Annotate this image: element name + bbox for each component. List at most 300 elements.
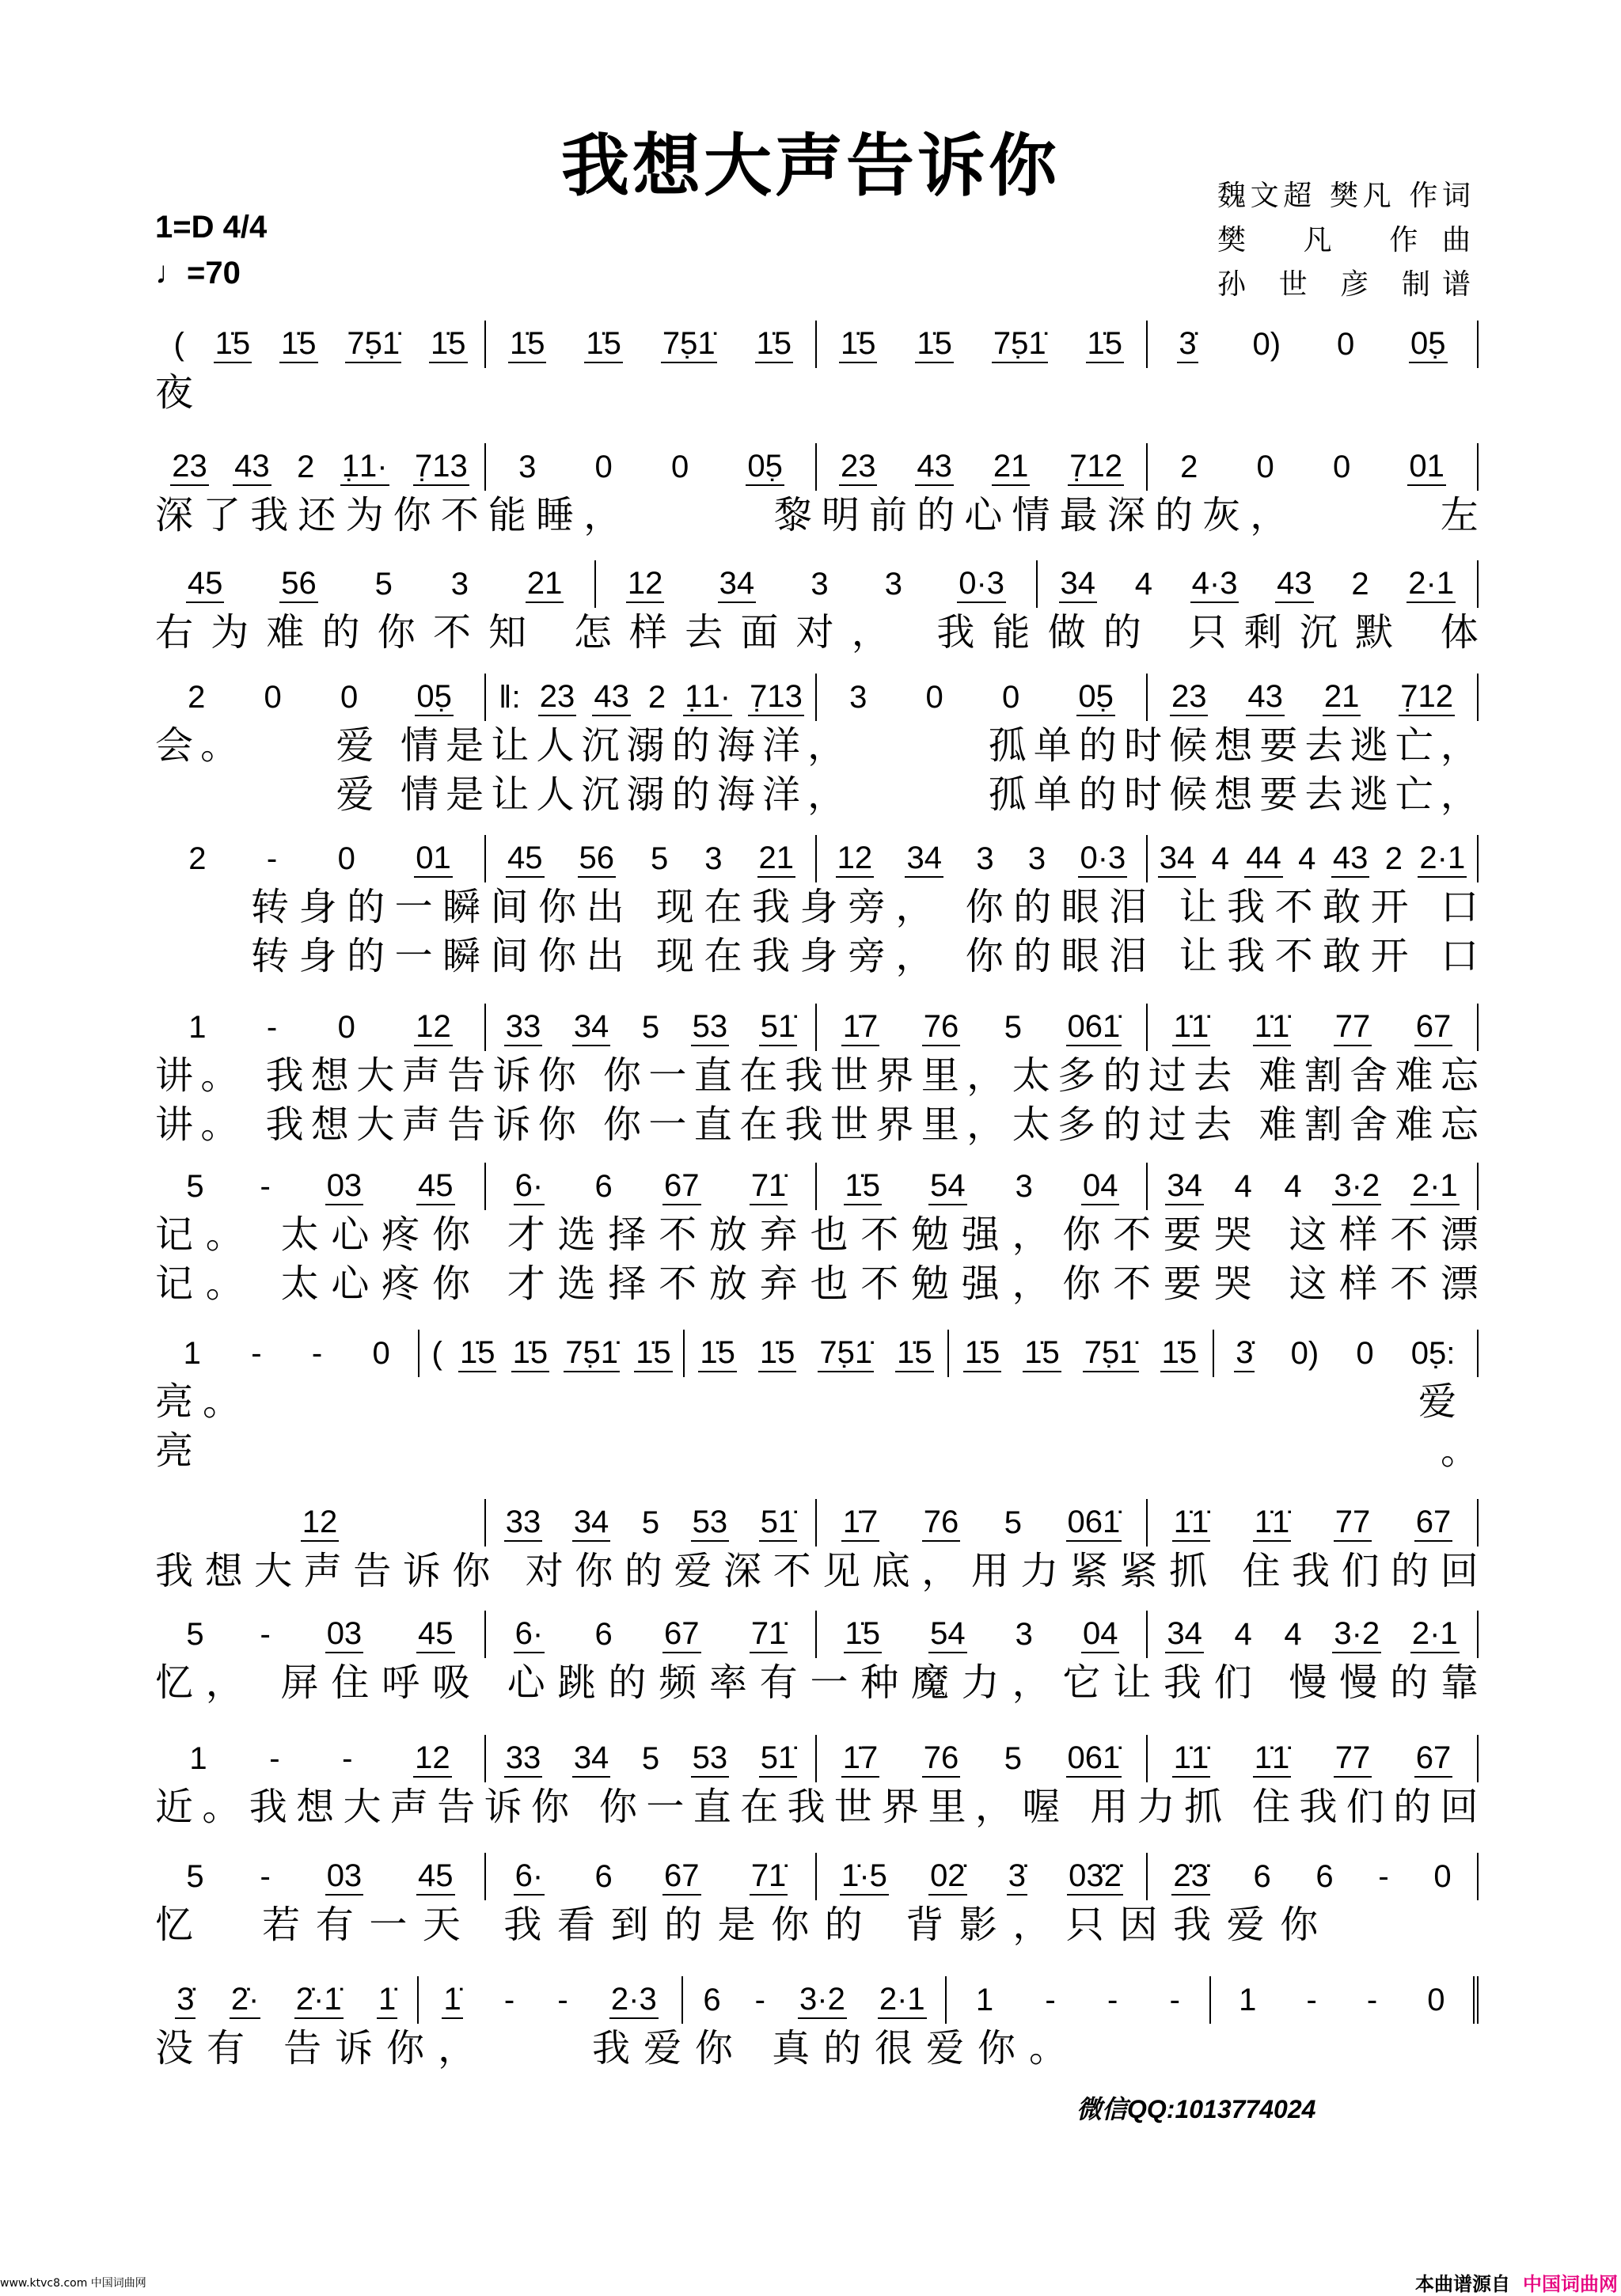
lyric-char: 不 bbox=[773, 1549, 811, 1593]
lyric-char: 爱 bbox=[674, 1549, 712, 1593]
lyric-char: 忆 bbox=[155, 1660, 194, 1705]
lyric-char: 过 bbox=[1148, 1102, 1186, 1147]
lyric-char: 亡 bbox=[1395, 723, 1433, 768]
lyric-char: 弃 bbox=[759, 1213, 798, 1257]
lyric-char: 还 bbox=[298, 493, 336, 537]
note-group: 05̣ bbox=[1076, 679, 1115, 716]
lyric-char: 想 bbox=[310, 1102, 349, 1147]
lyric-char: 想 bbox=[1214, 723, 1253, 768]
note-group: 21 bbox=[1323, 679, 1361, 716]
notation-line bbox=[155, 1004, 1479, 1051]
note-group: 061̇ bbox=[1066, 1505, 1122, 1542]
measure bbox=[155, 1330, 419, 1377]
lyric-char: 夜 bbox=[155, 370, 194, 415]
lyric-char: 一 bbox=[394, 934, 433, 978]
lyric-char: 我 bbox=[751, 934, 790, 978]
lyric-char: 你 bbox=[1280, 1903, 1319, 1947]
note-group: 1̇·5 bbox=[840, 1858, 889, 1896]
lyric-char: 太 bbox=[280, 1262, 319, 1306]
measure bbox=[155, 1976, 419, 2024]
note-group: 1̇7 bbox=[841, 1505, 880, 1542]
lyric-char bbox=[679, 491, 717, 540]
lyric-char: 诉 bbox=[335, 2026, 374, 2070]
note-group: 3 bbox=[1015, 1616, 1033, 1652]
lyric-char: 紧 bbox=[1069, 1549, 1108, 1593]
measure bbox=[486, 1499, 817, 1546]
lyric-char: 黎 bbox=[773, 493, 812, 537]
lyric-char: 右 bbox=[155, 610, 194, 655]
lyric-char: 影 bbox=[959, 1903, 997, 1947]
lyric-char: 爱 bbox=[1226, 1903, 1265, 1947]
lyric-char: 这 bbox=[1289, 1213, 1327, 1257]
lyric-char: 能 bbox=[488, 493, 526, 537]
lyric-char bbox=[1418, 932, 1430, 981]
note-group: 33 bbox=[504, 1505, 543, 1542]
measure bbox=[817, 1004, 1148, 1051]
lyric-char: 很 bbox=[875, 2026, 913, 2070]
lyric-char bbox=[476, 1900, 488, 1949]
note-group: 2·1 bbox=[1418, 841, 1467, 878]
note-group: 3 bbox=[704, 841, 723, 876]
lyric-char bbox=[634, 932, 646, 981]
note-group: 5 bbox=[1004, 1740, 1022, 1776]
score-row bbox=[155, 560, 1479, 657]
lyric-char: 最 bbox=[1059, 493, 1098, 537]
lyric-char: 不 bbox=[860, 1213, 899, 1257]
lyric-char bbox=[502, 1546, 514, 1596]
lyric-char: 大 bbox=[254, 1549, 293, 1593]
contact-watermark: 微信QQ:1013774024 bbox=[1076, 2095, 1316, 2123]
lyric-char: 左 bbox=[1440, 493, 1479, 537]
score-row bbox=[155, 674, 1479, 819]
note-group: 6 bbox=[594, 1858, 613, 1894]
note-group: 6 bbox=[703, 1982, 721, 2017]
note-group: 2̇3̇ bbox=[1171, 1858, 1210, 1896]
lyric-char bbox=[203, 932, 241, 981]
note-group: 0 bbox=[1433, 1858, 1452, 1894]
note-group: 23 bbox=[170, 449, 209, 486]
note-group: 75̣1̇ bbox=[818, 1335, 874, 1372]
lyric-char: 的 bbox=[624, 1549, 662, 1593]
lyric-char: 里 bbox=[921, 1102, 959, 1147]
lyric-char: 我 bbox=[503, 1903, 542, 1947]
lyric-char: 对 bbox=[525, 1549, 564, 1593]
note-group: 67 bbox=[1414, 1009, 1453, 1046]
lyric-char: 世 bbox=[833, 1785, 872, 1829]
lyric-char: 逃 bbox=[1350, 723, 1388, 768]
lyric-char: 放 bbox=[708, 1262, 747, 1306]
lyric-char: 对 bbox=[795, 610, 834, 655]
note-group: - bbox=[1045, 1982, 1056, 2017]
note-group: 0 bbox=[1427, 1982, 1445, 2017]
lyric-char: 的 bbox=[1103, 1102, 1141, 1147]
lyric-char: 一 bbox=[369, 1903, 408, 1947]
note-group: 3̇ bbox=[175, 1982, 196, 2019]
note-group: 061̇ bbox=[1066, 1009, 1122, 1046]
lyric-char: 体 bbox=[1440, 610, 1479, 655]
note-group: 71̇ bbox=[750, 1168, 788, 1205]
note-group: 7̣13 bbox=[413, 449, 469, 486]
lyric-char: 讲 bbox=[155, 1053, 194, 1098]
lyric-char: 沉 bbox=[581, 723, 620, 768]
note-group: 3 bbox=[518, 449, 537, 484]
note-group: 01 bbox=[414, 841, 453, 878]
lyric-char: 诉 bbox=[492, 1102, 531, 1147]
lyric-char: 的 bbox=[608, 1660, 647, 1705]
measure bbox=[155, 443, 486, 491]
lyric-char: 为 bbox=[345, 493, 384, 537]
lyric-char: 才 bbox=[507, 1213, 545, 1257]
lyric-char: ， bbox=[975, 1785, 1014, 1829]
lyric-line bbox=[155, 1900, 1479, 1949]
note-group: - bbox=[311, 1335, 323, 1371]
note-group: - bbox=[266, 1009, 278, 1045]
note-group: 0) bbox=[1290, 1335, 1319, 1371]
note-group: 1̇5 bbox=[839, 326, 878, 363]
lyric-char: ， bbox=[1012, 1262, 1050, 1306]
note-group: 2·3 bbox=[609, 1982, 659, 2019]
lyric-char: 不 bbox=[1113, 1262, 1152, 1306]
score-row bbox=[155, 835, 1479, 981]
note-group: 1̇1̇ bbox=[1172, 1009, 1211, 1046]
note-group: 1̇5 bbox=[511, 1335, 550, 1372]
lyric-char: 让 bbox=[1113, 1660, 1152, 1705]
lyric-line bbox=[155, 1782, 1479, 1831]
note-group: 1̇1̇ bbox=[1253, 1740, 1292, 1778]
note-group: 1 bbox=[189, 1740, 207, 1776]
lyric-char bbox=[583, 1051, 595, 1100]
lyric-char bbox=[544, 608, 556, 657]
note-group: 45 bbox=[186, 566, 225, 603]
lyric-char: 我 bbox=[1173, 1903, 1212, 1947]
notation-line bbox=[155, 560, 1479, 608]
lyric-char: 抓 bbox=[1169, 1549, 1208, 1593]
lyric-char: 若 bbox=[262, 1903, 301, 1947]
lyric-char: 要 bbox=[1163, 1213, 1202, 1257]
lyric-char: 的 bbox=[1078, 723, 1117, 768]
measure bbox=[486, 443, 817, 491]
note-group: 01 bbox=[1407, 449, 1446, 486]
note-group: 03 bbox=[325, 1858, 364, 1896]
note-group: 3·2 bbox=[798, 1982, 847, 2019]
lyric-char: 它 bbox=[1062, 1660, 1101, 1705]
lyric-char: 力 bbox=[1020, 1549, 1059, 1593]
lyric-char: 声 bbox=[303, 1549, 342, 1593]
note-group: - bbox=[260, 1858, 271, 1894]
measure bbox=[685, 1330, 949, 1377]
measure bbox=[1148, 1853, 1479, 1900]
lyric-char: 要 bbox=[1163, 1262, 1202, 1306]
lyric-char: 。 bbox=[202, 1785, 241, 1829]
note-group: 77 bbox=[1334, 1009, 1372, 1046]
measure bbox=[486, 1004, 817, 1051]
lyric-char: 频 bbox=[659, 1660, 697, 1705]
lyric-char: 眼 bbox=[1061, 885, 1099, 929]
note-group: 6 bbox=[594, 1616, 613, 1652]
lyric-char: 你 bbox=[393, 493, 431, 537]
note-group: 6 bbox=[1315, 1858, 1334, 1894]
measure bbox=[155, 1611, 486, 1658]
lyric-line bbox=[155, 721, 1479, 770]
lyric-char: 一 bbox=[394, 885, 433, 929]
lyric-char: 有 bbox=[206, 2026, 245, 2070]
lyric-char: 想 bbox=[1214, 772, 1253, 817]
lyric-char: 强 bbox=[961, 1262, 1000, 1306]
lyric-char: 让 bbox=[1179, 885, 1217, 929]
lyric-char: 知 bbox=[488, 610, 527, 655]
lyric-char: 沉 bbox=[1299, 610, 1338, 655]
note-group: 12 bbox=[626, 566, 665, 603]
lyric-char: 到 bbox=[610, 1903, 649, 1947]
lyric-char: 的 bbox=[671, 772, 710, 817]
lyric-char: 是 bbox=[717, 1903, 756, 1947]
lyric-char: 沉 bbox=[581, 772, 620, 817]
lyric-char: 你 bbox=[1062, 1262, 1101, 1306]
lyric-char: ， bbox=[583, 493, 622, 537]
lyric-char bbox=[155, 770, 193, 819]
lyric-char: 转 bbox=[251, 934, 290, 978]
lyric-char: 敢 bbox=[1323, 934, 1361, 978]
lyric-char: 才 bbox=[507, 1262, 545, 1306]
note-group: 75̣1̇ bbox=[1083, 1335, 1139, 1372]
note-group: 05̣ bbox=[746, 449, 784, 486]
note-group: 23 bbox=[1170, 679, 1209, 716]
note-group: 4 bbox=[1284, 1616, 1302, 1652]
lyric-char: 的 bbox=[1391, 1549, 1429, 1593]
lyric-char: 我 bbox=[1163, 1660, 1202, 1705]
lyric-char: 的 bbox=[321, 610, 360, 655]
lyric-char bbox=[1297, 491, 1335, 540]
note-group: 43 bbox=[592, 679, 631, 716]
lyric-char: ， bbox=[895, 934, 934, 978]
lyric-char: 的 bbox=[1390, 1660, 1429, 1705]
lyric-char: 你 bbox=[575, 1549, 613, 1593]
lyric-char: 诉 bbox=[402, 1549, 441, 1593]
note-group: 0 bbox=[1332, 449, 1351, 484]
lyric-char: 讲 bbox=[155, 1102, 194, 1147]
lyric-char bbox=[256, 1658, 268, 1707]
lyric-char: 因 bbox=[1119, 1903, 1158, 1947]
lyric-char: 慢 bbox=[1339, 1660, 1378, 1705]
note-group: - bbox=[266, 841, 278, 876]
note-group: - bbox=[269, 1740, 280, 1776]
lyric-char: 只 bbox=[1188, 610, 1227, 655]
note-group: 45 bbox=[416, 1858, 455, 1896]
note-group: 12 bbox=[414, 1009, 453, 1046]
lyric-line bbox=[155, 1658, 1479, 1707]
note-group: - bbox=[260, 1616, 271, 1652]
lyric-char: 吸 bbox=[431, 1660, 470, 1705]
note-group: 5 bbox=[651, 841, 669, 876]
lyric-char: 也 bbox=[810, 1262, 848, 1306]
lyric-char: 爱 bbox=[336, 723, 374, 768]
lyric-char: 溺 bbox=[626, 723, 665, 768]
lyric-char: 爱 bbox=[643, 2026, 681, 2070]
lyric-char: 亡 bbox=[1395, 772, 1433, 817]
lyric-char: 去 bbox=[1304, 723, 1343, 768]
lyric-char: 种 bbox=[860, 1660, 899, 1705]
lyric-char bbox=[583, 1100, 595, 1149]
lyric-char bbox=[1418, 882, 1430, 932]
lyric-char bbox=[246, 1100, 258, 1149]
note-group: 75̣1̇ bbox=[345, 326, 401, 363]
lyric-char: 割 bbox=[1304, 1053, 1342, 1098]
composer: 樊 凡 作曲 bbox=[1217, 224, 1471, 256]
lyric-char: 洋 bbox=[762, 772, 801, 817]
lyric-char: 默 bbox=[1355, 610, 1394, 655]
note-group: 1̇ bbox=[377, 1982, 397, 2019]
lyric-char: 去 bbox=[685, 610, 723, 655]
note-group: 1̇5 bbox=[1160, 1335, 1199, 1372]
lyric-char: 泪 bbox=[1109, 934, 1148, 978]
lyric-char: 忘 bbox=[1440, 1102, 1479, 1147]
lyric-char bbox=[256, 1210, 268, 1259]
lyric-char: 你 bbox=[537, 1102, 576, 1147]
lyric-char: 候 bbox=[1169, 723, 1208, 768]
lyric-char bbox=[209, 1900, 247, 1949]
lyric-char: 在 bbox=[704, 885, 742, 929]
lyric-char: 不 bbox=[1113, 1213, 1152, 1257]
lyric-char: 。 bbox=[205, 1213, 244, 1257]
lyric-char: 的 bbox=[1154, 493, 1193, 537]
note-group: 4 bbox=[1234, 1168, 1252, 1204]
note-group: 0 bbox=[670, 449, 689, 484]
lyric-char: 情 bbox=[401, 723, 439, 768]
lyric-line: 亮。 爱 bbox=[155, 1379, 1467, 1424]
note-group: 53 bbox=[691, 1740, 730, 1778]
lyric-char bbox=[1069, 1782, 1081, 1831]
lyric-char: 难 bbox=[1395, 1053, 1433, 1098]
note-group: 21 bbox=[526, 566, 564, 603]
note-group: 12 bbox=[413, 1740, 452, 1778]
lyric-char: ， bbox=[438, 2026, 476, 2070]
lyric-char bbox=[943, 770, 981, 819]
note-group: 1̇5 bbox=[508, 326, 547, 363]
lyric-line bbox=[155, 2024, 1479, 2073]
note-group: 4 bbox=[1284, 1168, 1302, 1204]
note-group: 3 bbox=[884, 566, 903, 602]
lyric-char: 一 bbox=[648, 1102, 687, 1147]
lyric-line bbox=[155, 882, 1479, 932]
lyric-char: 屏 bbox=[280, 1660, 319, 1705]
lyric-char: 的 bbox=[1078, 772, 1117, 817]
note-group: 0 bbox=[1356, 1335, 1374, 1371]
measure bbox=[683, 1976, 947, 2024]
notation-line bbox=[155, 1611, 1479, 1658]
lyric-char bbox=[290, 770, 328, 819]
lyric-char: ， bbox=[851, 610, 890, 655]
lyric-char: 不 bbox=[659, 1213, 697, 1257]
note-group: 1̇5 bbox=[634, 1335, 673, 1372]
lyric-char: 心 bbox=[507, 1660, 545, 1705]
lyric-char: 喔 bbox=[1022, 1785, 1061, 1829]
note-group: 23 bbox=[839, 449, 878, 486]
lyric-char: 。 bbox=[200, 1102, 239, 1147]
lyric-char: 旁 bbox=[847, 934, 886, 978]
lyric-char: 灰 bbox=[1202, 493, 1241, 537]
note-group: 33 bbox=[504, 1009, 543, 1046]
lyric-char: 人 bbox=[536, 723, 575, 768]
lyric-char bbox=[483, 1658, 495, 1707]
note-group: 7̣12 bbox=[1399, 679, 1455, 716]
lyric-char: 洋 bbox=[762, 723, 801, 768]
lyric-char: 你 bbox=[537, 1053, 576, 1098]
notation-line bbox=[155, 1853, 1479, 1900]
note-group: 67 bbox=[662, 1858, 701, 1896]
lyric-char: 爱 bbox=[926, 2026, 965, 2070]
lyric-char: 想 bbox=[310, 1053, 349, 1098]
note-group: 1̇5 bbox=[844, 1616, 883, 1653]
lyric-char: 近 bbox=[155, 1785, 194, 1829]
lyric-char: 让 bbox=[491, 772, 530, 817]
lyric-char bbox=[1264, 1658, 1276, 1707]
score-row bbox=[155, 1004, 1479, 1149]
lyric-char: 。 bbox=[1440, 1429, 1479, 1473]
lyric-char: 去 bbox=[1194, 1053, 1232, 1098]
note-group: 2̇·1̇ bbox=[294, 1982, 344, 2019]
lyric-char: 舍 bbox=[1350, 1053, 1388, 1098]
lyric-char: 深 bbox=[723, 1549, 762, 1593]
lyric-char bbox=[1334, 1900, 1372, 1949]
lyric-line bbox=[155, 1426, 1479, 1475]
lyric-char bbox=[258, 2024, 270, 2073]
lyric-char bbox=[1239, 1051, 1251, 1100]
measure bbox=[155, 560, 596, 608]
lyric-char: 慢 bbox=[1289, 1660, 1327, 1705]
lyric-line bbox=[155, 932, 1479, 981]
lyric-char: 。 bbox=[200, 1053, 239, 1098]
lyric-char: 哭 bbox=[1213, 1213, 1252, 1257]
measure bbox=[817, 443, 1148, 491]
note-group: 45 bbox=[416, 1168, 455, 1205]
lyric-char: 我 bbox=[1227, 885, 1266, 929]
lyric-char: 。 bbox=[1028, 2026, 1067, 2070]
lyric-line bbox=[155, 491, 1479, 540]
note-group: 1̇5 bbox=[214, 326, 252, 363]
lyric-char: 放 bbox=[708, 1213, 747, 1257]
lyric-char bbox=[382, 721, 393, 770]
lyric-line bbox=[155, 1210, 1479, 1259]
lyric-char: ， bbox=[1012, 1213, 1050, 1257]
lyric-char: 不 bbox=[1390, 1213, 1429, 1257]
lyric-char: 有 bbox=[759, 1660, 798, 1705]
lyric-char: 身 bbox=[298, 934, 337, 978]
note-group: 6· bbox=[514, 1616, 545, 1653]
song-title: 我想大声告诉你 bbox=[561, 127, 1060, 206]
lyric-char: 不 bbox=[1274, 885, 1313, 929]
lyric-char: 抓 bbox=[1184, 1785, 1223, 1829]
note-group: 1̇5 bbox=[1023, 1335, 1061, 1372]
note-group: 3 bbox=[1027, 841, 1046, 876]
lyric-char: 直 bbox=[693, 1102, 732, 1147]
lyric-char: 出 bbox=[586, 934, 624, 978]
lyric-char: 睡 bbox=[536, 493, 575, 537]
lyric-char: 回 bbox=[1440, 1549, 1479, 1593]
lyric-char: 真 bbox=[772, 2026, 810, 2070]
lyric-char bbox=[1387, 1900, 1425, 1949]
note-group: 4 bbox=[1234, 1616, 1252, 1652]
measure bbox=[1148, 1004, 1479, 1051]
note-group: 67 bbox=[662, 1616, 701, 1653]
score-row bbox=[155, 321, 1479, 417]
note-group: 5 bbox=[374, 566, 393, 602]
lyric-char bbox=[1232, 1782, 1243, 1831]
lyric-char: 我 bbox=[1299, 1785, 1338, 1829]
lyric-char: ， bbox=[921, 1549, 960, 1593]
measure bbox=[817, 1735, 1148, 1782]
lyric-char: 你 bbox=[771, 1903, 810, 1947]
lyric-char: 声 bbox=[389, 1785, 428, 1829]
